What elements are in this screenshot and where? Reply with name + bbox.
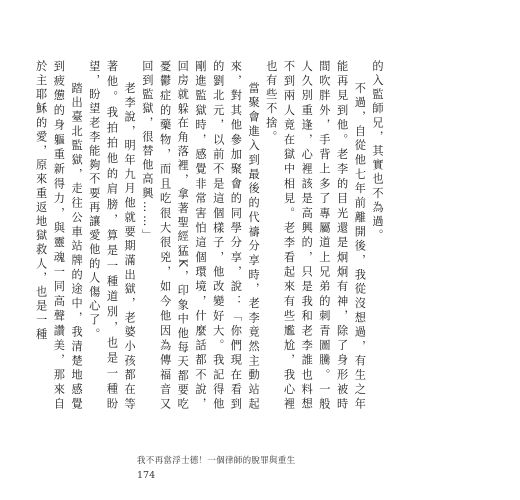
paragraph-5: 踏出臺北監獄，走往公車站牌的途中，我清楚地感覺到疲憊的身軀重新得力，與靈魂一同高聲讚美，那來自於主耶穌的愛，原來重返地獄救人，也是一種 (34, 60, 84, 412)
paragraph-2: 不過，自從他七年前離開後，我從沒想過，有生之年能再見到他。老李的目光還是炯炯有神，除了身形被時間吹胖外，手背上多了專屬道上兄弟的刺青圖騰。一般人久別重逢，心裡該是高興的，只是我和老李誰也料想不到兩人竟在獄中相見。老李看起來有些尷尬，我心裡也有些不捨。 (264, 60, 367, 412)
paragraph-4: 老李說，明年九月他就要期滿出獄，老婆小孩都在等著他。我拍拍他的肩膀，算是一種道別，也是一種盼望，盼望老李能夠不要再讓愛他的人傷心了。 (87, 60, 137, 412)
paragraph-1: 的入監師兄，其實也不為過。 (371, 60, 384, 244)
running-title: 我不再當浮士德！一個律師的脫罪與重生 (137, 456, 296, 466)
vertical-body-text (34, 60, 386, 412)
page-number: 174 (137, 470, 156, 481)
paragraph-3: 當聚會進入到最後的代禱分享時，老李竟然主動站起來，對其他參加聚會的同學分享，說：「你們現在看到的劉北元，以前不是這個樣子，他改變好大。我記得他剛進監獄時，感覺非常害怕這個環境，什麼話都不說，回房就躲在角落裡，拿著聖經猛K，印象中他每天都要吃憂鬱症的藥物，而且吃很大很兇，如今他因為傳福音又回到監獄，很替他高興……」 (140, 60, 261, 412)
